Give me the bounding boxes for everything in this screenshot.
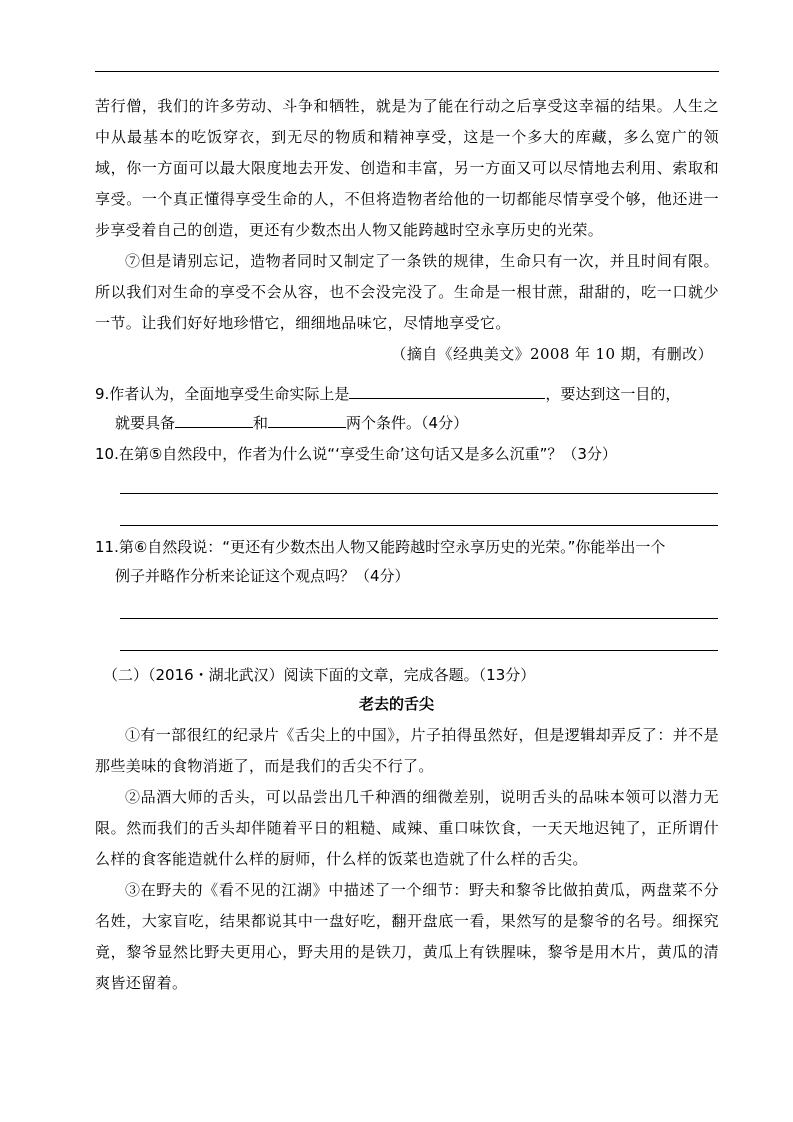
q11-text-line2: 例子并略作分析来论证这个观点吗？（4分） bbox=[115, 567, 410, 585]
q10-answer-line-2[interactable] bbox=[120, 525, 718, 526]
q9-text-2: ，要达到这一目的， bbox=[545, 385, 681, 403]
section-2-heading: （二）（2016・湖北武汉）阅读下面的文章，完成各题。（13分） bbox=[103, 666, 536, 684]
header-rule bbox=[95, 71, 719, 72]
article-title: 老去的舌尖 bbox=[358, 695, 434, 713]
question-9 bbox=[95, 380, 725, 438]
q9-text-3: 就要具备 bbox=[115, 414, 176, 432]
q9-blank-1[interactable] bbox=[349, 382, 545, 399]
q10-text: 10.在第⑤自然段中，作者为什么说“‘享受生命’这句话又是多么沉重”？（3分） bbox=[95, 445, 617, 463]
q9-text-5: 两个条件。（4分） bbox=[346, 414, 469, 432]
question-11 bbox=[95, 533, 725, 591]
paragraph-6-continued: 苦行僧，我们的许多劳动、斗争和牺牲，就是为了能在行动之后享受这幸福的结果。人生之中从最基本的吃饭穿衣，到无尽的物质和精神享受，这是一个多大的库藏，多么宽广的领域，你一方面可以最大限度地去开发、创造和丰富，另一方面又可以尽情地去利用、索取和享受。一个真正懂得享受生命的人，不但将造物者给他的一切都能尽情享受个够，他还进一步享受着自己的创造，更还有少数杰出人物又能跨越时空永享历史的光荣。 bbox=[95, 97, 719, 239]
q11-answer-line-1[interactable] bbox=[120, 618, 718, 619]
passage2-body bbox=[95, 720, 719, 999]
passage1-body bbox=[95, 91, 719, 370]
q9-blank-2[interactable] bbox=[175, 411, 253, 428]
source-citation: （摘自《经典美文》2008 年 10 期，有删改） bbox=[391, 345, 713, 363]
paragraph-3: ③在野夫的《看不见的江湖》中描述了一个细节：野夫和黎爷比做拍黄瓜，两盘菜不分名姓，大家盲吃，结果都说其中一盘好吃，翻开盘底一看，果然写的是黎爷的名号。细探究竟，黎爷显然比野夫更用心，野夫用的是铁刀，黄瓜上有铁腥味，黎爷是用木片，黄瓜的清爽皆还留着。 bbox=[95, 881, 719, 992]
paragraph-1: ①有一部很红的纪录片《舌尖上的中国》，片子拍得虽然好，但是逻辑却弄反了：并不是那些美味的食物消逝了，而是我们的舌尖不行了。 bbox=[95, 726, 719, 775]
paragraph-7: ⑦但是请别忘记，造物者同时又制定了一条铁的规律，生命只有一次，并且时间有限。所以我们对生命的享受不会从容，也不会没完没了。生命是一根甘蔗，甜甜的，吃一口就少一节。让我们好好地珍惜它，细细地品味它，尽情地享受它。 bbox=[95, 252, 719, 332]
q9-text-1: 9.作者认为，全面地享受生命实际上是 bbox=[95, 385, 350, 403]
q11-text-line1: 11.第⑥自然段说：“更还有少数杰出人物又能跨越时空永享历史的光荣。”你能举出一个 bbox=[95, 538, 666, 556]
paragraph-2: ②品酒大师的舌头，可以品尝出几千种酒的细微差别，说明舌头的品味本领可以潜力无限。然而我们的舌头却伴随着平日的粗糙、咸辣、重口味饮食，一天天地迟钝了，正所谓什么样的食客能造就什么样的厨师，什么样的饭菜也造就了什么样的舌尖。 bbox=[95, 788, 719, 868]
q9-text-4: 和 bbox=[253, 414, 269, 432]
q10-answer-line-1[interactable] bbox=[120, 493, 718, 494]
q9-blank-3[interactable] bbox=[268, 411, 346, 428]
q11-answer-line-2[interactable] bbox=[120, 650, 718, 651]
question-10 bbox=[95, 440, 725, 469]
